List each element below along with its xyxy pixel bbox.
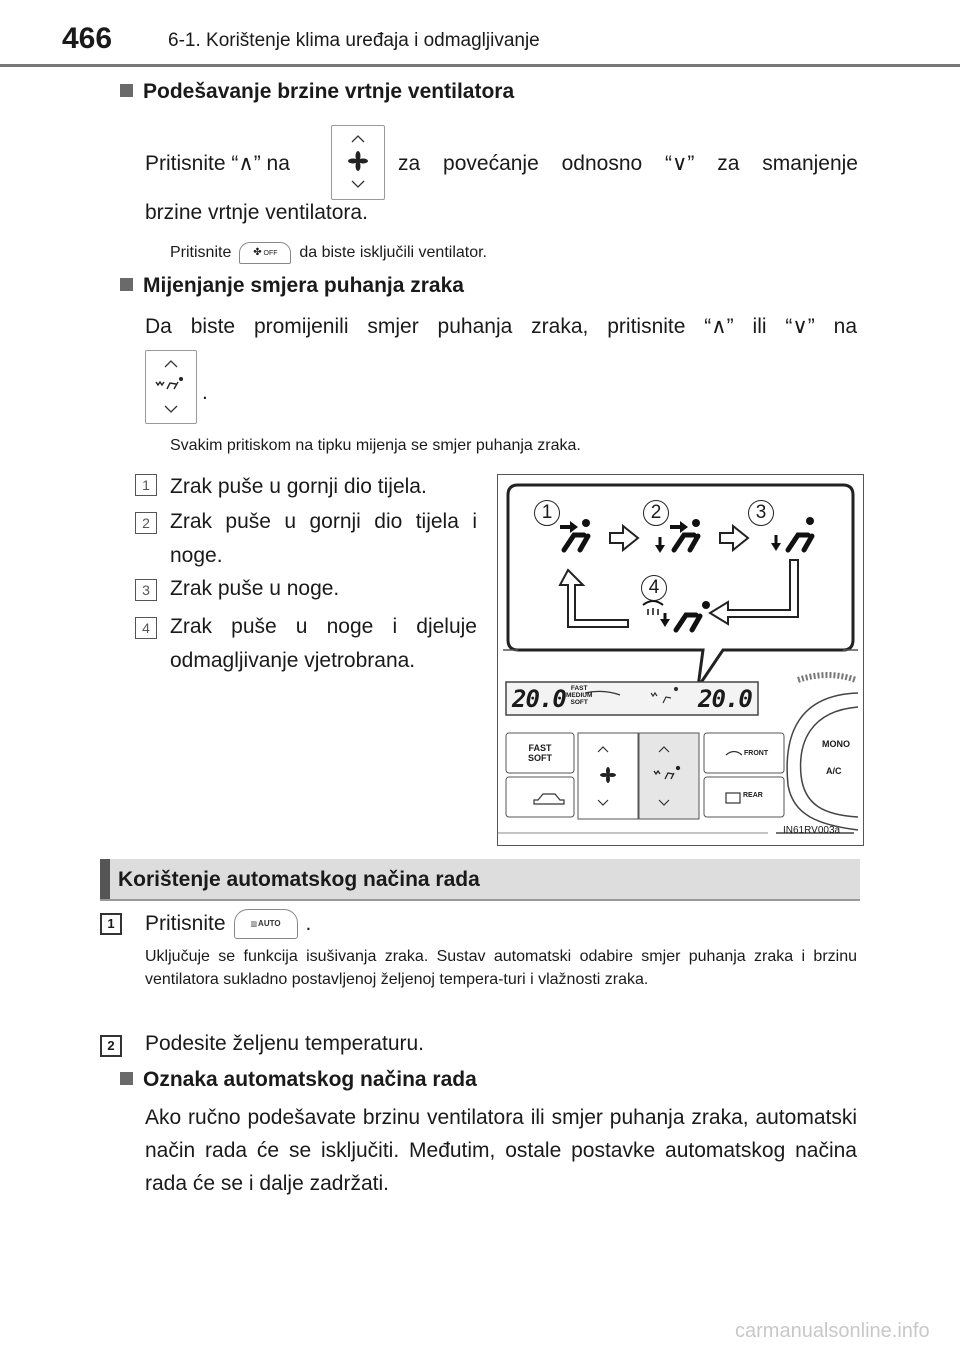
airflow-heading: Mijenjanje smjera puhanja zraka xyxy=(120,274,464,298)
step-number: 1 xyxy=(100,913,122,935)
fast-label: FAST xyxy=(528,743,552,753)
section-title-bar xyxy=(100,859,860,901)
section-stripe xyxy=(100,859,110,899)
list-item: Zrak puše u gornji dio tijela. xyxy=(170,475,427,498)
header-divider xyxy=(0,64,960,67)
fan-off-note-a: Pritisnite xyxy=(170,244,232,261)
fan-off-note xyxy=(170,242,487,264)
soft-label: SOFT xyxy=(528,753,552,763)
speed-labels xyxy=(566,685,592,706)
airflow-note: Svakim pritiskom na tipku mijenja se smjer puhanja zraka. xyxy=(170,437,581,454)
figure-drawing xyxy=(498,475,863,845)
temp-left-readout: 20.0 xyxy=(512,685,566,713)
indicator-text: Ako ručno podešavate brzinu ventilatora ili smjer puhanja zraka, automatski način rada će se isključiti. Međutim, ostale postavke automatskog načina rada će se i dalje zadržati. xyxy=(145,1106,857,1195)
auto-key-label: AUTO xyxy=(258,919,281,928)
fan-small-icon: ✤ xyxy=(253,247,262,258)
indicator-heading: Oznaka automatskog načina rada xyxy=(120,1068,477,1092)
auto-key-icon: ▥ xyxy=(250,921,257,928)
rear-defrost-button[interactable]: REAR xyxy=(743,792,763,799)
speed-label-soft: SOFT xyxy=(570,699,588,706)
fan-speed-text-c: brzine vrtnje ventilatora. xyxy=(145,201,368,224)
fan-updown-icon xyxy=(332,126,384,199)
list-number: 1 xyxy=(135,474,157,496)
step-1-note: Uključuje se funkcija isušivanja zraka. Sustav automatski odabire smjer puhanja zraka i brzinu ventilatora sukladno postavljenoj željenoj tempera-turi i vlažnosti zraka. xyxy=(145,948,857,988)
list-number: 3 xyxy=(135,579,157,601)
temp-right-readout: 20.0 xyxy=(698,685,752,713)
fan-speed-text-a: Pritisnite “∧” na xyxy=(145,152,290,175)
list-number: 2 xyxy=(135,512,157,534)
page-number: 466 xyxy=(62,22,113,55)
airflow-text-a: Da biste promijenili smjer puhanja zraka, pritisnite “∧” ili “∨” na xyxy=(145,315,857,338)
airflow-text-end: . xyxy=(202,381,208,404)
list-item: Zrak puše u gornji dio tijela i noge. xyxy=(170,510,477,567)
callout-2: 2 xyxy=(643,500,669,526)
breadcrumb: 6-1. Korištenje klima uređaja i odmagljivanje xyxy=(168,30,540,51)
heading-bullet xyxy=(120,84,133,97)
step-1 xyxy=(145,907,311,941)
auto-key xyxy=(234,909,298,939)
callout-3: 3 xyxy=(748,500,774,526)
fan-speed-heading: Podešavanje brzine vrtnje ventilatora xyxy=(120,80,514,104)
front-defrost-button[interactable]: FRONT xyxy=(744,750,769,757)
fan-off-note-b: da biste isključili ventilator. xyxy=(299,244,487,261)
fan-off-key xyxy=(239,242,291,264)
fast-soft-button[interactable] xyxy=(528,743,552,763)
airflow-button-frame xyxy=(639,733,699,819)
list-number: 4 xyxy=(135,617,157,639)
figure-code: IN61RV003a xyxy=(783,825,841,836)
step-1-text-a: Pritisnite xyxy=(145,912,226,935)
step-number: 2 xyxy=(100,1035,122,1057)
list-item: Zrak puše u noge i djeluje odmagljivanje vjetrobrana. xyxy=(170,615,477,672)
speed-label-fast: FAST xyxy=(570,685,588,692)
step-2: Podesite željenu temperaturu. xyxy=(145,1032,424,1055)
fan-speed-text-b: za povećanje odnosno “∨” za smanjenje xyxy=(398,152,858,175)
list-item: Zrak puše u noge. xyxy=(170,577,340,600)
airflow-key-image xyxy=(145,350,197,424)
callout-1: 1 xyxy=(534,500,560,526)
callout-4: 4 xyxy=(641,575,667,601)
heading-bullet xyxy=(120,278,133,291)
fan-speed-key-image xyxy=(331,125,385,200)
heading-bullet xyxy=(120,1072,133,1085)
ac-button[interactable]: A/C xyxy=(826,766,842,776)
speed-label-medium: MEDIUM xyxy=(566,692,593,699)
section-title: Korištenje automatskog načina rada xyxy=(118,868,480,891)
off-key-label: OFF xyxy=(263,250,278,257)
watermark: carmanualsonline.info xyxy=(735,1320,930,1342)
mono-button[interactable]: MONO xyxy=(822,739,850,749)
airflow-updown-icon xyxy=(146,351,196,423)
climate-panel-figure xyxy=(497,474,864,846)
temp-dial-scale xyxy=(798,675,856,680)
step-1-text-b: . xyxy=(305,912,312,935)
